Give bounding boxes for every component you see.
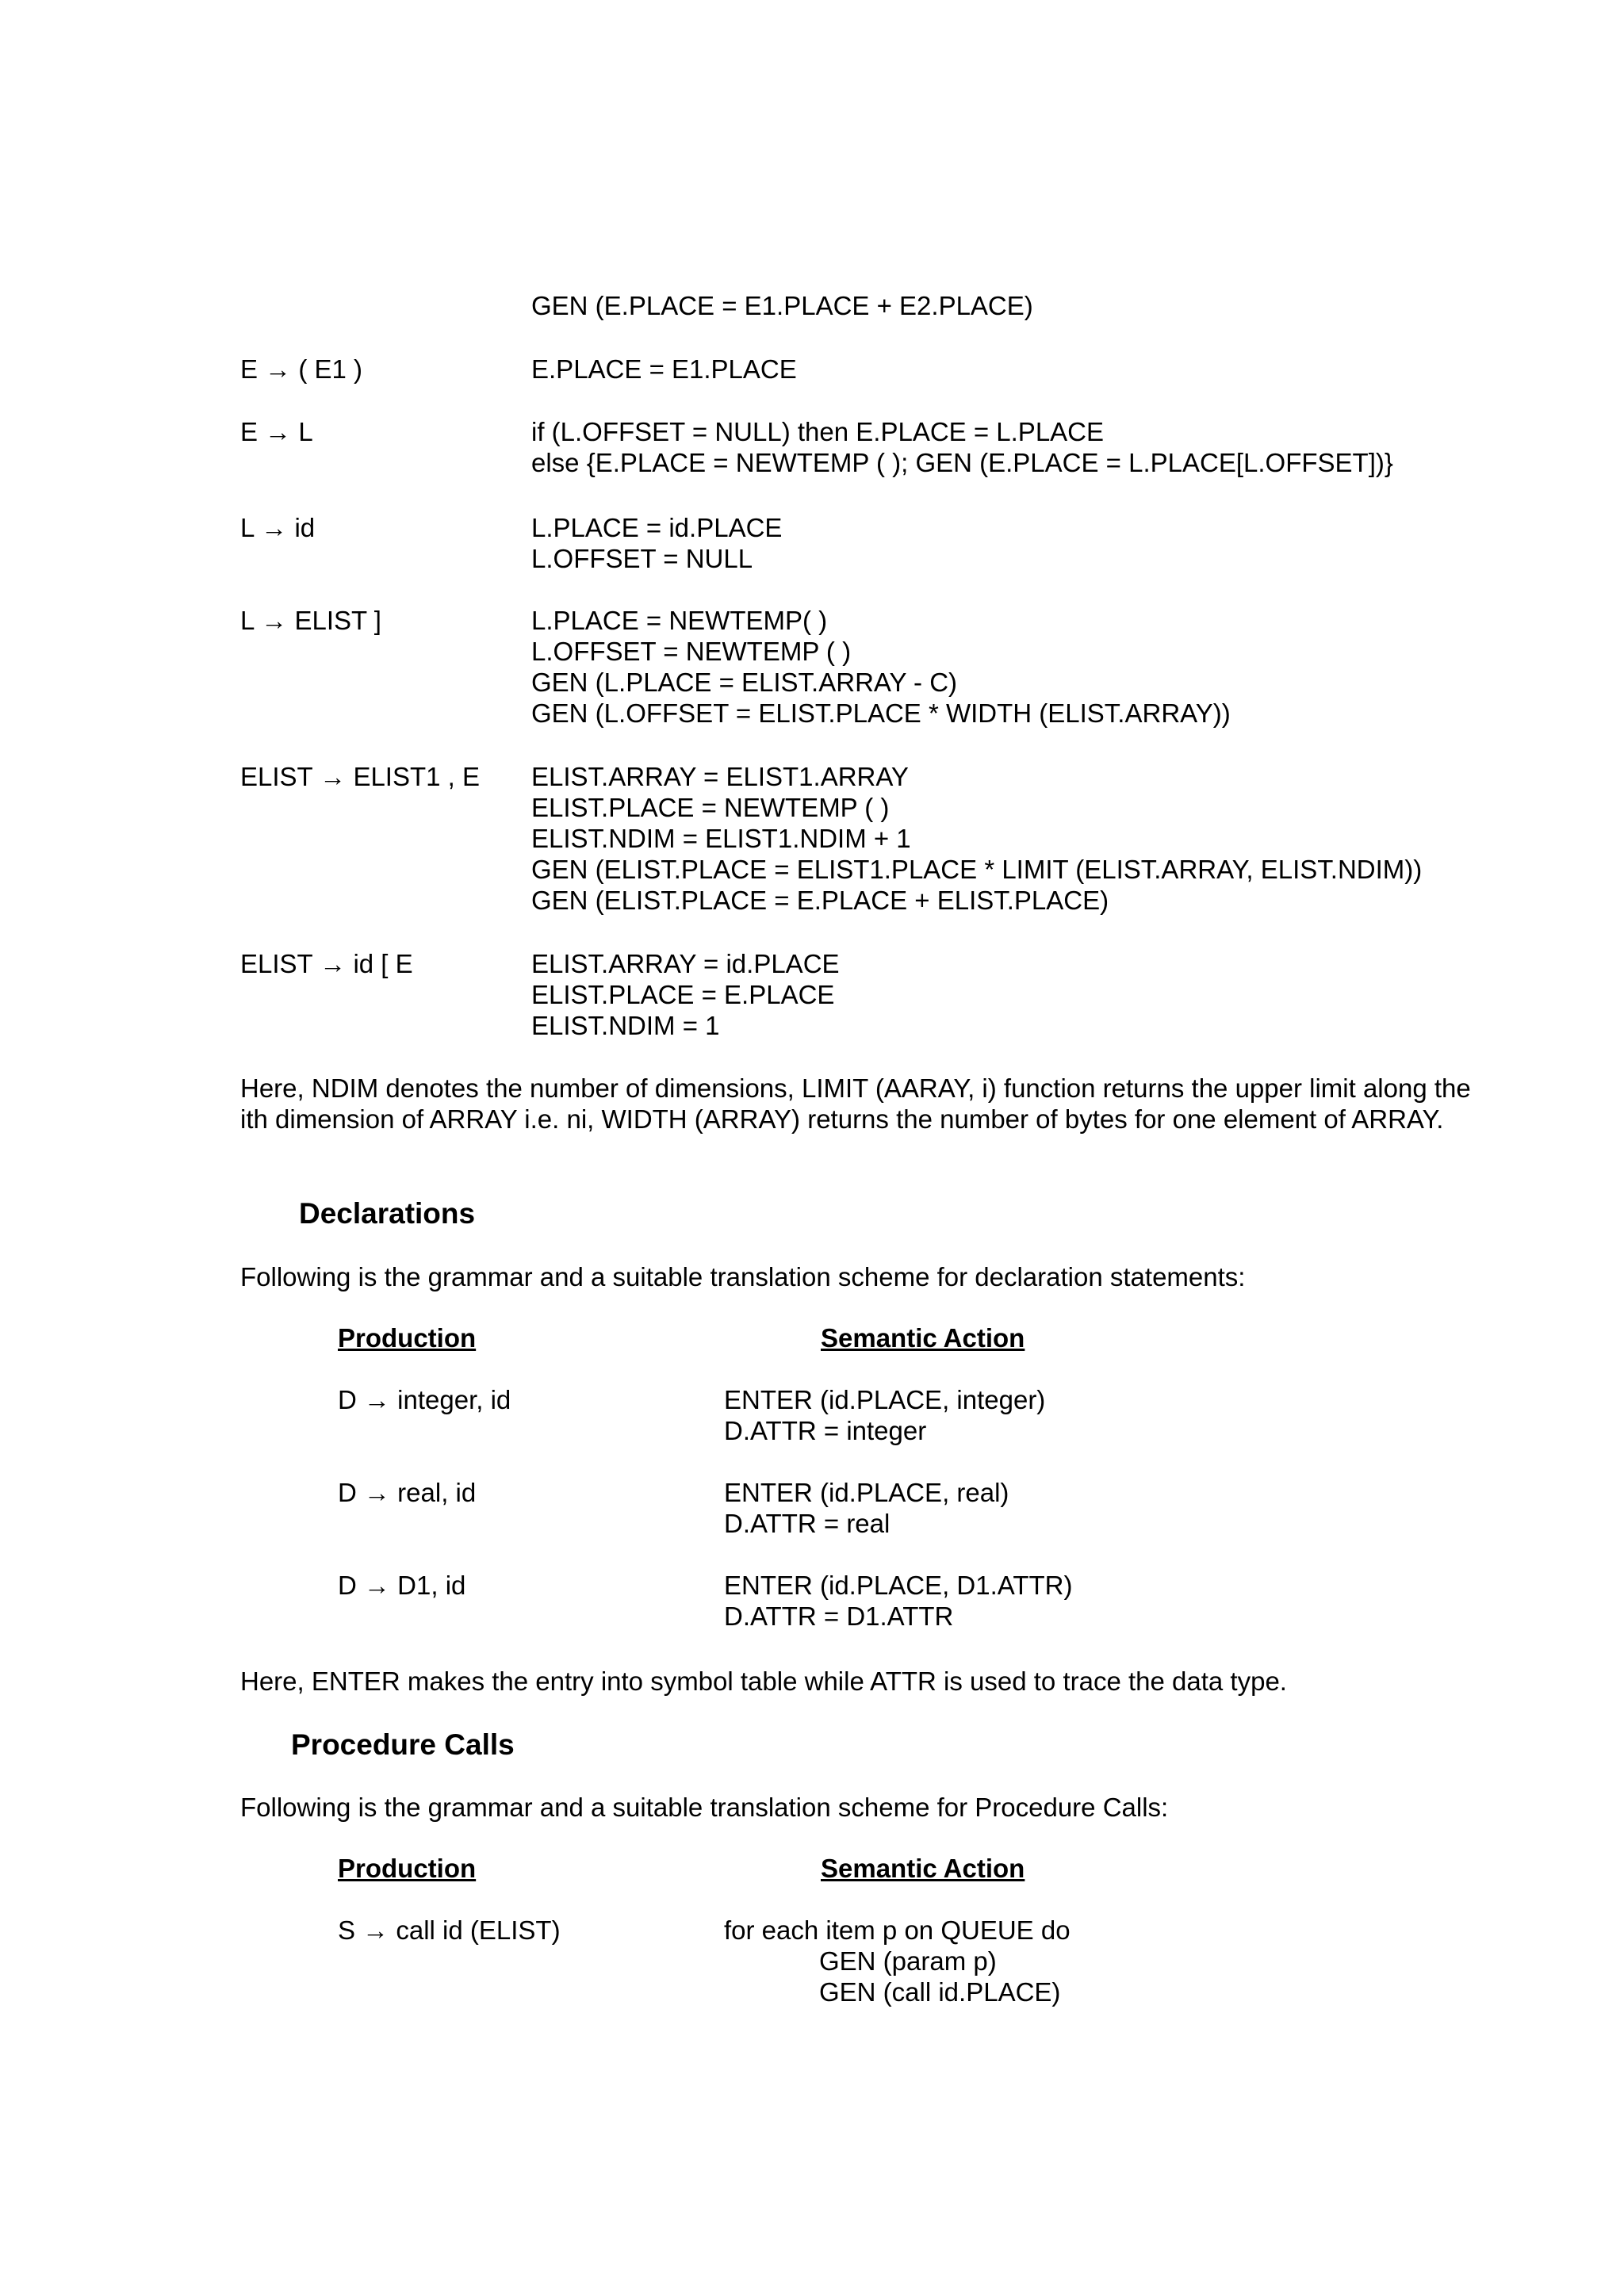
rule-action-line: L.PLACE = id.PLACE [531, 513, 783, 542]
procedure-call-action-line: GEN (call id.PLACE) [819, 1977, 1061, 2007]
rule-actions [531, 761, 1422, 916]
procedure-calls-col-action: Semantic Action [821, 1854, 1025, 1883]
rule-action-line: ELIST.ARRAY = ELIST1.ARRAY [531, 762, 909, 791]
declaration-production: D → D1, id [338, 1571, 466, 1600]
rule-action-line: ELIST.PLACE = E.PLACE [531, 980, 835, 1009]
rule-production: E → L [240, 417, 313, 446]
rule-production: L → ELIST ] [240, 606, 381, 635]
rule-actions [531, 416, 1393, 478]
declaration-actions [724, 1384, 1045, 1446]
declaration-production: D → integer, id [338, 1385, 511, 1414]
rule-action-line: GEN (L.PLACE = ELIST.ARRAY - C) [531, 668, 958, 697]
rule-actions [531, 605, 1231, 729]
rule-production: ELIST → id [ E [240, 949, 413, 978]
declarations-col-production: Production [338, 1323, 477, 1353]
declarations-intro: Following is the grammar and a suitable translation scheme for declaration statements: [240, 1262, 1246, 1292]
rule-action-line: GEN (ELIST.PLACE = E.PLACE + ELIST.PLACE) [531, 886, 1109, 915]
declaration-action-line: ENTER (id.PLACE, integer) [724, 1385, 1046, 1414]
procedure-call-actions [724, 1915, 1071, 2007]
procedure-calls-col-production: Production [338, 1854, 477, 1883]
declarations-heading: Declarations [299, 1197, 476, 1230]
procedure-call-action-line: for each item p on QUEUE do [724, 1915, 1071, 1945]
rule-action-line: ELIST.PLACE = NEWTEMP ( ) [531, 793, 890, 822]
rule-actions [531, 948, 840, 1041]
gen-first-line: GEN (E.PLACE = E1.PLACE + E2.PLACE) [531, 291, 1033, 320]
declaration-action-line: ENTER (id.PLACE, real) [724, 1478, 1009, 1507]
declaration-actions [724, 1477, 1009, 1539]
declaration-actions [724, 1570, 1072, 1632]
rule-action-line: E.PLACE = E1.PLACE [531, 354, 797, 384]
declaration-action-line: D.ATTR = D1.ATTR [724, 1601, 954, 1631]
declaration-production: D → real, id [338, 1478, 477, 1507]
rule-production: L → id [240, 513, 316, 542]
rule-action-line: else {E.PLACE = NEWTEMP ( ); GEN (E.PLACE = L.PLACE[L.OFFSET])} [531, 448, 1393, 477]
rule-action-line: ELIST.NDIM = 1 [531, 1011, 720, 1040]
declarations-note: Here, ENTER makes the entry into symbol table while ATTR is used to trace the data type. [240, 1667, 1287, 1696]
procedure-call-action-line: GEN (param p) [819, 1946, 997, 1976]
declaration-action-line: D.ATTR = real [724, 1509, 891, 1538]
rule-action-line: ELIST.ARRAY = id.PLACE [531, 949, 840, 978]
rule-action-line: if (L.OFFSET = NULL) then E.PLACE = L.PLACE [531, 417, 1105, 446]
rule-production: E → ( E1 ) [240, 354, 363, 384]
procedure-calls-heading: Procedure Calls [291, 1728, 515, 1761]
rule-action-line: L.OFFSET = NEWTEMP ( ) [531, 637, 852, 666]
declaration-action-line: D.ATTR = integer [724, 1416, 927, 1445]
procedure-calls-intro: Following is the grammar and a suitable translation scheme for Procedure Calls: [240, 1793, 1169, 1822]
ndim-note: Here, NDIM denotes the number of dimensions, LIMIT (AARAY, i) function returns the upper limit along the ith dimension of ARRAY i.e. ni, WIDTH (ARRAY) returns the number of bytes for one element of ARRAY. [240, 1073, 1471, 1134]
rule-action-line: GEN (L.OFFSET = ELIST.PLACE * WIDTH (ELIST.ARRAY)) [531, 698, 1231, 728]
rule-action-line: ELIST.NDIM = ELIST1.NDIM + 1 [531, 824, 911, 853]
rule-action-line: GEN (ELIST.PLACE = ELIST1.PLACE * LIMIT (ELIST.ARRAY, ELIST.NDIM)) [531, 855, 1423, 884]
rule-production: ELIST → ELIST1 , E [240, 762, 481, 791]
declarations-col-action: Semantic Action [821, 1323, 1025, 1353]
procedure-call-production: S → call id (ELIST) [338, 1915, 561, 1945]
rule-action-line: L.OFFSET = NULL [531, 544, 753, 573]
rule-actions [531, 354, 797, 385]
rule-actions [531, 512, 782, 574]
declaration-action-line: ENTER (id.PLACE, D1.ATTR) [724, 1571, 1073, 1600]
rule-action-line: L.PLACE = NEWTEMP( ) [531, 606, 828, 635]
